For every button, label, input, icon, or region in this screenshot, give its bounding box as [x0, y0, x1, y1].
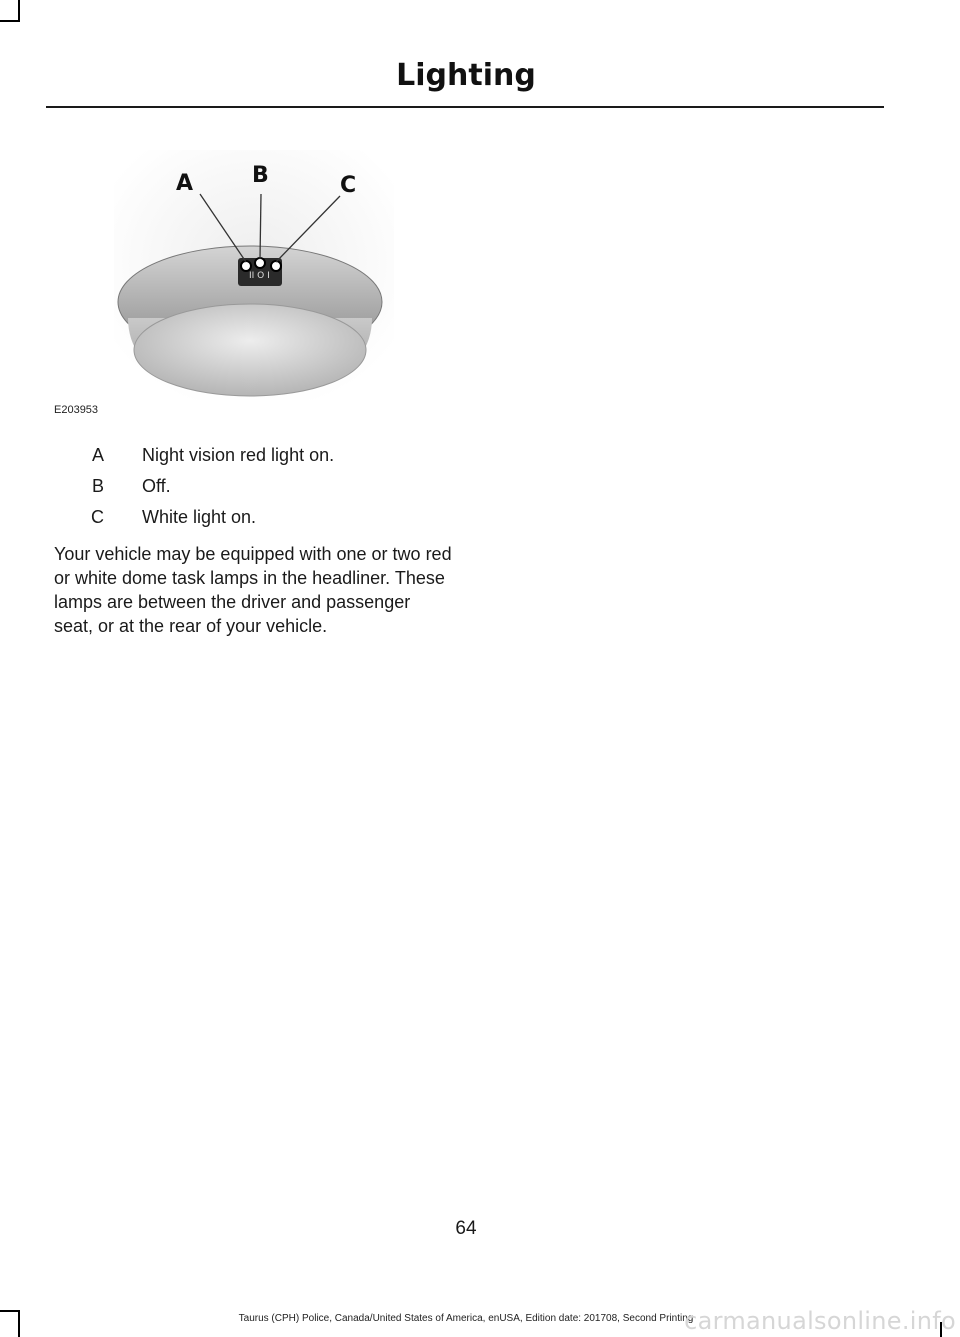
dome-lamp-figure [54, 150, 454, 416]
legend-text: Off. [142, 476, 171, 496]
dome-lamp-illustration [54, 150, 454, 416]
legend-text: Night vision red light on. [142, 445, 335, 465]
legend-item [54, 471, 454, 502]
legend-item [54, 502, 454, 533]
header-rule [46, 106, 884, 108]
switch-mode-icon: II O I [249, 271, 270, 281]
crop-mark-top-left-h [0, 20, 20, 22]
legend-text: White light on. [142, 507, 257, 527]
callout-dot-b [255, 258, 265, 268]
footer-edition: Taurus (CPH) Police, Canada/United States of America, enUSA, Edition date: 201708, Second Printing [238, 1313, 694, 1324]
callout-label-b: B [252, 163, 269, 188]
page-title: Lighting [396, 58, 536, 93]
crop-mark-bottom-left-h [0, 1310, 20, 1312]
crop-mark-top-left-v [18, 0, 20, 22]
body-paragraph: Your vehicle may be equipped with one or two red or white dome task lamps in the headliner. These lamps are between the driver and passenger seat, or at the rear of your vehicle. [54, 544, 452, 636]
legend-key: A [91, 445, 104, 465]
callout-label-c: C [340, 173, 357, 198]
legend-item [54, 440, 454, 471]
watermark-link[interactable]: carmanualsonline.info [684, 1307, 956, 1335]
legend-list [54, 440, 454, 533]
figure-id: E203953 [54, 404, 99, 416]
legend-key: C [91, 507, 104, 527]
callout-dot-a [241, 261, 251, 271]
lamp-lens [134, 304, 366, 396]
callout-dot-c [271, 261, 281, 271]
callout-label-a: A [176, 171, 194, 196]
legend-key: B [91, 476, 104, 496]
page-number: 64 [455, 1218, 477, 1239]
